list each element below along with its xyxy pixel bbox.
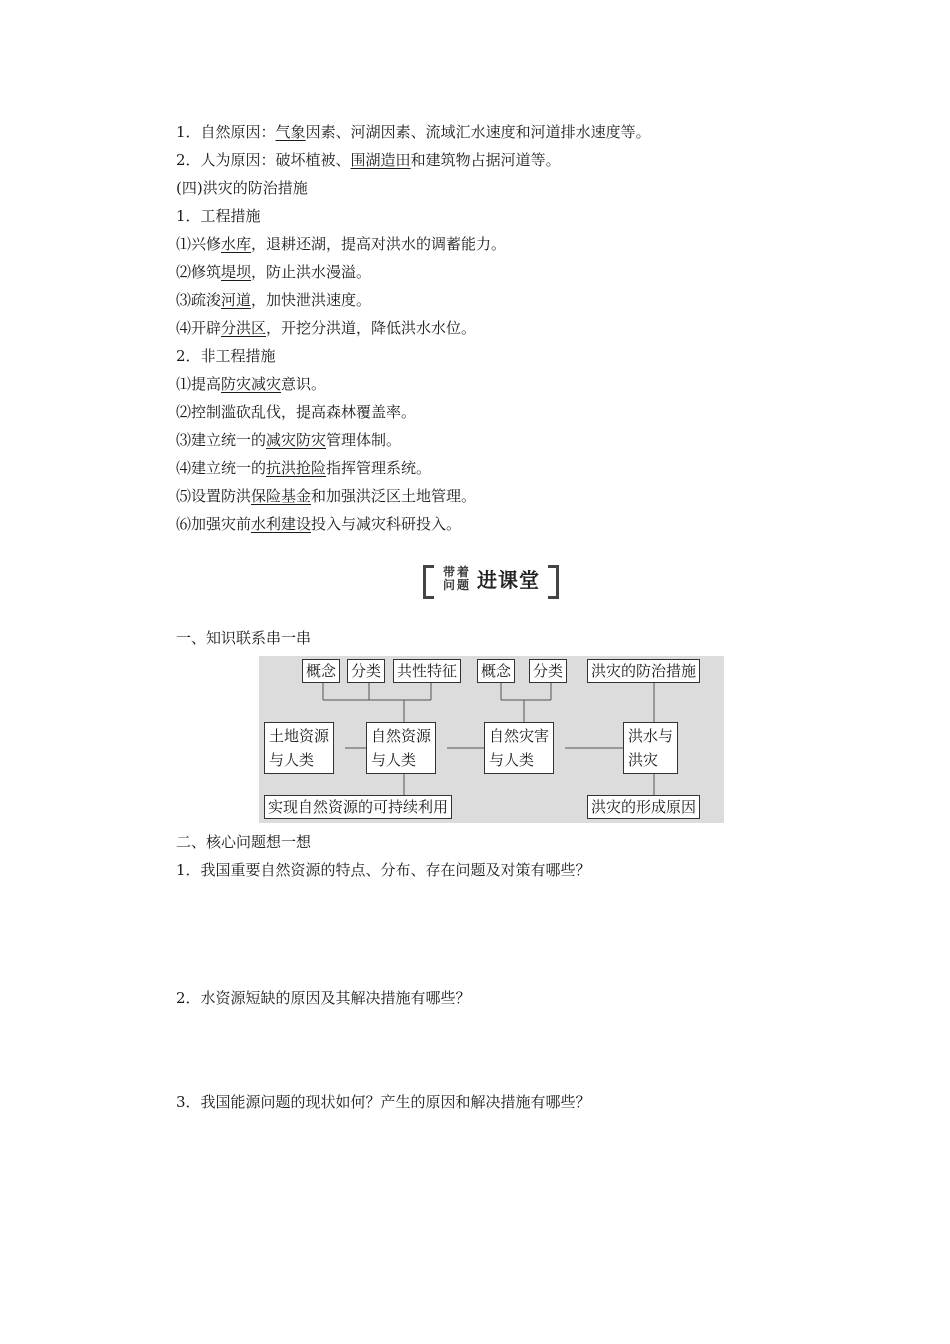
knowledge-diagram [259, 656, 724, 823]
banner-title: 进课堂 [477, 568, 540, 592]
node-classification-2: 分类 [529, 659, 567, 683]
node-flood-causes: 洪灾的形成原因 [587, 795, 700, 819]
text-line: ⑶建立统一的减灾防灾管理体制。 [176, 431, 402, 449]
section-banner [423, 565, 559, 595]
node-land-resources: 土地资源 与人类 [264, 722, 334, 774]
underlined-answer: 减灾防灾 [266, 431, 327, 449]
text-line: ⑷开辟分洪区，开挖分洪道，降低洪水水位。 [176, 319, 477, 337]
text-line: 2．人为原因：破坏植被、围湖造田和建筑物占据河道等。 [176, 151, 561, 169]
underlined-answer: 防灾减灾 [221, 375, 282, 393]
underlined-answer: 水利建设 [251, 515, 312, 533]
node-natural-disasters: 自然灾害 与人类 [484, 722, 554, 774]
subsection-heading: 2．非工程措施 [176, 347, 276, 365]
underlined-answer: 河道 [221, 291, 252, 309]
underlined-answer: 分洪区 [221, 319, 267, 337]
text-line: ⑹加强灾前水利建设投入与减灾科研投入。 [176, 515, 462, 533]
underlined-answer: 水库 [221, 235, 252, 253]
text-line: ⑴兴修水库，退耕还湖，提高对洪水的调蓄能力。 [176, 235, 507, 253]
underlined-answer: 围湖造田 [350, 151, 411, 169]
node-flood-prevention: 洪灾的防治措施 [587, 659, 700, 683]
underlined-answer: 保险基金 [251, 487, 312, 505]
question-2: 2．水资源短缺的原因及其解决措施有哪些？ [176, 989, 471, 1007]
underlined-answer: 抗洪抢险 [266, 459, 327, 477]
text-line: ⑵修筑堤坝，防止洪水漫溢。 [176, 263, 372, 281]
node-classification-1: 分类 [347, 659, 385, 683]
section-title: 二、核心问题想一想 [176, 833, 312, 851]
node-sustainable-use: 实现自然资源的可持续利用 [264, 795, 452, 819]
banner-small-text: 带着问题 [442, 565, 471, 592]
underlined-answer: 气象 [275, 123, 306, 141]
section-heading: (四)洪灾的防治措施 [176, 179, 308, 197]
text-line: ⑷建立统一的抗洪抢险指挥管理系统。 [176, 459, 432, 477]
text-line: ⑵控制滥砍乱伐，提高森林覆盖率。 [176, 403, 417, 421]
question-1: 1．我国重要自然资源的特点、分布、存在问题及对策有哪些？ [176, 861, 591, 879]
text-line: ⑸设置防洪保险基金和加强洪泛区土地管理。 [176, 487, 477, 505]
section-title: 一、知识联系串一串 [176, 629, 312, 647]
node-natural-resources: 自然资源 与人类 [366, 722, 436, 774]
text-line: ⑶疏浚河道，加快泄洪速度。 [176, 291, 372, 309]
right-bracket-icon [548, 565, 559, 599]
question-3: 3．我国能源问题的现状如何？产生的原因和解决措施有哪些？ [176, 1093, 591, 1111]
subsection-heading: 1．工程措施 [176, 207, 261, 225]
text-line: ⑴提高防灾减灾意识。 [176, 375, 327, 393]
node-common-features: 共性特征 [393, 659, 461, 683]
node-flood: 洪水与 洪灾 [623, 722, 678, 774]
left-bracket-icon [423, 565, 434, 599]
node-concept-2: 概念 [477, 659, 515, 683]
text-line: 1．自然原因：气象因素、河湖因素、流域汇水速度和河道排水速度等。 [176, 123, 651, 141]
node-concept-1: 概念 [302, 659, 340, 683]
underlined-answer: 堤坝 [221, 263, 252, 281]
